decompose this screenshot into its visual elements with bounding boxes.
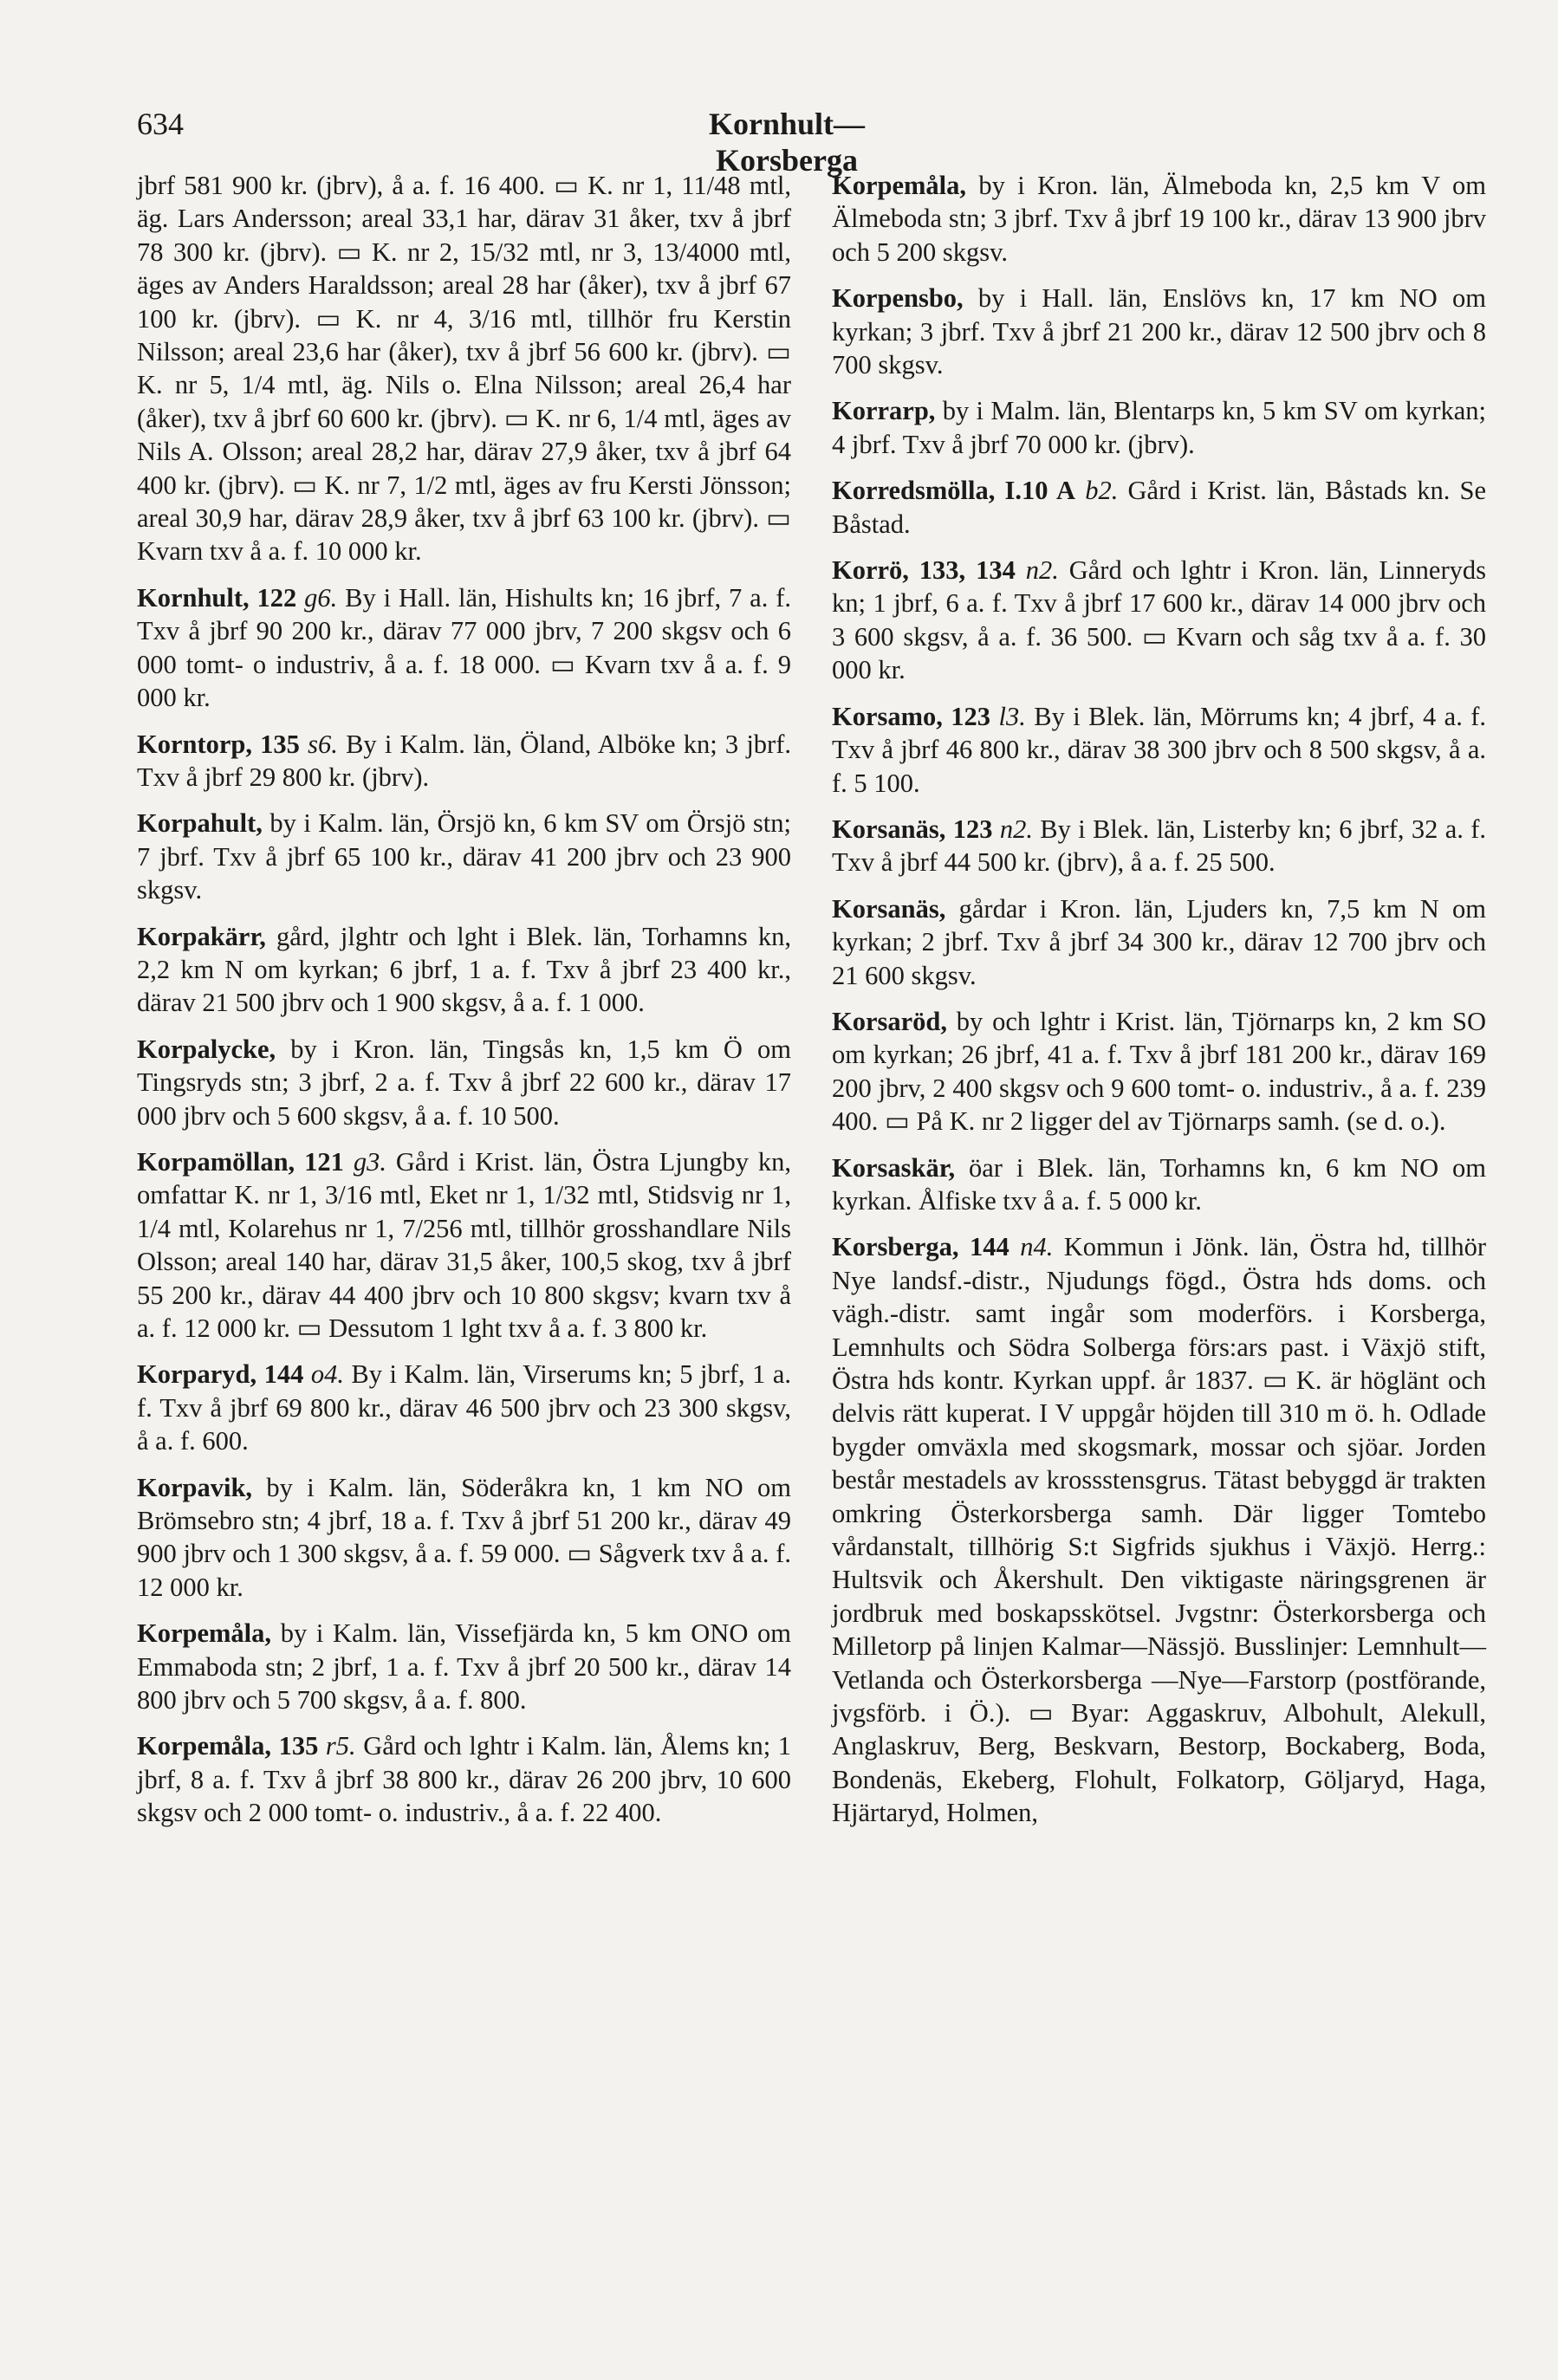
entry — [832, 474, 1486, 541]
entry-headword: Korpamöllan, 121 — [137, 1146, 344, 1177]
entry-text: gårdar i Kron. län, Ljuders kn, 7,5 km N om kyrkan; 2 jbrf. Txv å jbrf 34 300 kr., därav 12 700 jbrv och 21 600 skgsv. — [832, 893, 1487, 990]
entry-headword: Korsamo, 123 — [832, 701, 991, 731]
entry-map-ref: g3. — [353, 1146, 386, 1177]
entry — [832, 554, 1486, 687]
entry-headword: Korpemåla, 135 — [137, 1731, 319, 1761]
page-header — [137, 106, 1437, 178]
entry-map-ref: g6. — [304, 582, 338, 613]
entry-text: By i Blek. län, Listerby kn; 6 jbrf, 32 a. f. Txv å jbrf 44 500 kr. (jbrv), å a. f. 25 500. — [832, 814, 1487, 878]
entry-headword: Korpemåla, — [137, 1618, 272, 1649]
entry-text: Gård och lghtr i Kron. län, Linneryds kn; 1 jbrf, 6 a. f. Txv å jbrf 17 600 kr., därav 14 000 jbrv och 3 600 skgsv, å a. f. 36 500. ▭ Kvarn och såg txv å a. f. 30 000 kr. — [832, 555, 1486, 685]
entry-text: by i Kron. län, Tingsås kn, 1,5 km Ö om Tingsryds stn; 3 jbrf, 2 a. f. Txv å jbrf 22 600 kr., därav 17 000 jbrv och 5 600 skgsv, å a. f. 10 500. — [137, 1034, 791, 1131]
entry-headword: Korpemåla, — [832, 171, 967, 200]
entry-text: Kommun i Jönk. län, Östra hd, tillhör Nye landsf.-distr., Njudungs fögd., Östra hds doms. och vägh.-distr. samt ingår som moderförs. i Korsberga, Lemnhults och Södra Solberga förs:ars past. i Växjö stift, Östra hds kontr. Kyrkan uppf. år 1837. ▭ K. är höglänt och delvis rätt kuperat. I V uppgår höjden till 310 m ö. h. Odlade bygder omväxla med skogsmark, mossar och sjöar. Jorden består mestadels av krossstensgrus. Tätast bebyggd är trakten omkring Österkorsberga samh. Där ligger Tomtebo vårdanstalt, tillhörig S:t Sigfrids sjukhus i Växjö. Herrg.: Hultsvik och Åkershult. Den viktigaste näringsgrenen är jordbruk med boskapsskötsel. Jvgstnr: Österkorsberga och Milletorp på linjen Kalmar—Nässjö. Busslinjer: Lemnhult—Vetlanda och Österkorsberga —Nye—Farstorp (postförande, jvgsförb. i Ö.). ▭ Byar: Aggaskruv, Albohult, Alekull, Anglaskruv, Berg, Beskvarn, Bestorp, Bockaberg, Boda, Bondenäs, Ekeberg, Flohult, Folkatorp, Göljaryd, Haga, Hjärtaryd, Holmen, — [832, 1232, 1487, 1828]
entry-text: Gård i Krist. län, Östra Ljungby kn, omfattar K. nr 1, 3/16 mtl, Eket nr 1, 1/32 mtl, Stidsvig nr 1, 1/4 mtl, Kolarehus nr 1, 7/256 mtl, tillhör grosshandlare Nils Olsson; areal 140 har, därav 31,5 åker, 100,5 skog, txv å jbrf 55 200 kr., därav 44 400 jbrv och 10 800 skgsv; kvarn txv å a. f. 12 000 kr. ▭ Dessutom 1 lght txv å a. f. 3 800 kr. — [137, 1146, 792, 1343]
entry — [137, 581, 791, 715]
entry-headword: Korsanäs, — [832, 893, 946, 924]
entry-text: By i Blek. län, Mörrums kn; 4 jbrf, 4 a. f. Txv å jbrf 46 800 kr., därav 38 300 jbrv och 8 500 skgsv, å a. f. 5 100. — [832, 701, 1487, 798]
entry-text: by i Kalm. län, Vissefjärda kn, 5 km ONO om Emmaboda stn; 2 jbrf, 1 a. f. Txv å jbrf 20 500 kr., därav 14 800 jbrv och 5 700 skgsv, å a. f. 800. — [137, 1618, 792, 1715]
entry-text: by i Kalm. län, Örsjö kn, 6 km SV om Örsjö stn; 7 jbrf. Txv å jbrf 65 100 kr., därav 41 200 jbrv och 23 900 skgsv. — [137, 808, 791, 905]
entry-text: By i Hall. län, Hishults kn; 16 jbrf, 7 a. f. Txv å jbrf 90 200 kr., därav 77 000 jbrv, 7 200 skgsv och 6 000 tomt- o industriv, å a. f. 18 000. ▭ Kvarn txv å a. f. 9 000 kr. — [137, 582, 792, 713]
entry — [137, 169, 791, 568]
left-column — [137, 169, 791, 1843]
entry-headword: Korsaröd, — [832, 1006, 948, 1036]
running-head: Kornhult—Korsberga — [708, 107, 866, 178]
entry-headword: Korrö, 133, 134 — [832, 555, 1016, 586]
entry-text: jbrf 581 900 kr. (jbrv), å a. f. 16 400. ▭ K. nr 1, 11/48 mtl, äg. Lars Andersson; areal 33,1 har, därav 31 åker, txv å jbrf 78 300 kr. (jbrv). ▭ K. nr 2, 15/32 mtl, nr 3, 13/4000 mtl, äges av Anders Haraldsson; areal 28 har (åker), txv å jbrf 67 100 kr. (jbrv). ▭ K. nr 4, 3/16 mtl, tillhör fru Kerstin Nilsson; areal 23,6 har (åker), txv å jbrf 56 600 kr. (jbrv). ▭ K. nr 5, 1/4 mtl, äg. Nils o. Elna Nilsson; areal 26,4 har (åker), txv å jbrf 60 600 kr. (jbrv). ▭ K. nr 6, 1/4 mtl, äges av Nils A. Olsson; areal 28,2 har, därav 27,9 åker, txv å jbrf 64 400 kr. (jbrv). ▭ K. nr 7, 1/2 mtl, äges av fru Kersti Jönsson; areal 30,9 har, därav 28,9 åker, txv å jbrf 63 100 kr. (jbrv). ▭ Kvarn txv å a. f. 10 000 kr. — [137, 171, 791, 567]
entry — [137, 1145, 791, 1345]
entry-text: By i Kalm. län, Öland, Alböke kn; 3 jbrf. Txv å jbrf 29 800 kr. (jbrv). — [137, 729, 791, 792]
entry-headword: Korntorp, 135 — [137, 729, 300, 759]
entry-map-ref: b2. — [1085, 476, 1119, 506]
entry-headword: Korsanäs, 123 — [832, 814, 993, 844]
entry-headword: Korsaskär, — [832, 1152, 956, 1183]
entry-text: öar i Blek. län, Torhamns kn, 6 km NO om kyrkan. Ålfiske txv å a. f. 5 000 kr. — [832, 1152, 1486, 1216]
entry-map-ref: o4. — [310, 1359, 344, 1390]
entry — [137, 807, 791, 906]
entry — [832, 169, 1486, 269]
page-number: 634 — [137, 107, 184, 141]
entry-headword: Korpalycke, — [137, 1034, 276, 1064]
entry-map-ref: s6. — [308, 729, 338, 759]
entry-map-ref: r5. — [325, 1731, 356, 1761]
entry-map-ref: n4. — [1020, 1232, 1054, 1262]
entry-text: gård, jlghtr och lght i Blek. län, Torhamns kn, 2,2 km N om kyrkan; 6 jbrf, 1 a. f. Txv å jbrf 23 400 kr., därav 21 500 jbrv och 1 900 skgsv, å a. f. 1 000. — [137, 921, 791, 1018]
entry-headword: Kornhult, 122 — [137, 582, 297, 613]
entry-text: by i Kron. län, Älmeboda kn, 2,5 km V om Älmeboda stn; 3 jbrf. Txv å jbrf 19 100 kr., därav 13 900 jbrv och 5 200 skgsv. — [832, 171, 1487, 267]
entry-headword: Korpensbo, — [832, 283, 964, 314]
entry-map-ref: l3. — [998, 701, 1026, 731]
entry — [832, 892, 1486, 992]
entry — [832, 700, 1486, 800]
entry — [832, 394, 1486, 461]
entry — [137, 1471, 791, 1605]
entry — [137, 920, 791, 1020]
entry — [137, 728, 791, 794]
entry-headword: Korpakärr, — [137, 921, 266, 951]
entry — [832, 282, 1486, 381]
entry-headword: Korredsmölla, I.10 A — [832, 476, 1076, 506]
entry — [832, 1230, 1486, 1829]
entry — [137, 1358, 791, 1457]
entry-headword: Korpavik, — [137, 1472, 253, 1502]
entry-text: by och lghtr i Krist. län, Tjörnarps kn, 2 km SO om kyrkan; 26 jbrf, 41 a. f. Txv å jbrf 181 200 kr., därav 169 200 jbrv, 2 400 skgsv och 9 600 tomt- o. industriv., å a. f. 239 400. ▭ På K. nr 2 ligger del av Tjörnarps samh. (se d. o.). — [832, 1006, 1486, 1137]
entry-headword: Korparyd, 144 — [137, 1359, 304, 1390]
entry — [137, 1033, 791, 1132]
entry-map-ref: n2. — [999, 814, 1033, 844]
entry-map-ref: n2. — [1025, 555, 1059, 586]
entry — [832, 813, 1486, 879]
entry — [832, 1151, 1486, 1218]
entry-text: by i Malm. län, Blentarps kn, 5 km SV om kyrkan; 4 jbrf. Txv å jbrf 70 000 kr. (jbrv). — [832, 396, 1486, 459]
entry — [832, 1005, 1486, 1138]
entry-headword: Korpahult, — [137, 808, 263, 839]
entry-text: Gård i Krist. län, Båstads kn. Se Båstad. — [832, 476, 1486, 539]
entry-text: by i Kalm. län, Söderåkra kn, 1 km NO om Brömsebro stn; 4 jbrf, 18 a. f. Txv å jbrf 51 200 kr., därav 49 900 jbrv och 1 300 skgsv, å a. f. 59 000. ▭ Sågverk txv å a. f. 12 000 kr. — [137, 1472, 792, 1602]
entry-headword: Korrarp, — [832, 396, 936, 426]
entry-headword: Korsberga, 144 — [832, 1232, 1009, 1262]
entry-text: by i Hall. län, Enslövs kn, 17 km NO om kyrkan; 3 jbrf. Txv å jbrf 21 200 kr., därav 12 500 jbrv och 8 700 skgsv. — [832, 283, 1487, 380]
entry-text: By i Kalm. län, Virserums kn; 5 jbrf, 1 a. f. Txv å jbrf 69 800 kr., därav 46 500 jbrv och 23 300 skgsv, å a. f. 600. — [137, 1359, 792, 1456]
right-column — [832, 169, 1486, 1843]
entry-text: Gård och lghtr i Kalm. län, Ålems kn; 1 jbrf, 8 a. f. Txv å jbrf 38 800 kr., därav 26 200 jbrv, 10 600 skgsv och 2 000 tomt- o. industriv., å a. f. 22 400. — [137, 1731, 792, 1828]
entry — [137, 1617, 791, 1716]
entry — [137, 1729, 791, 1829]
